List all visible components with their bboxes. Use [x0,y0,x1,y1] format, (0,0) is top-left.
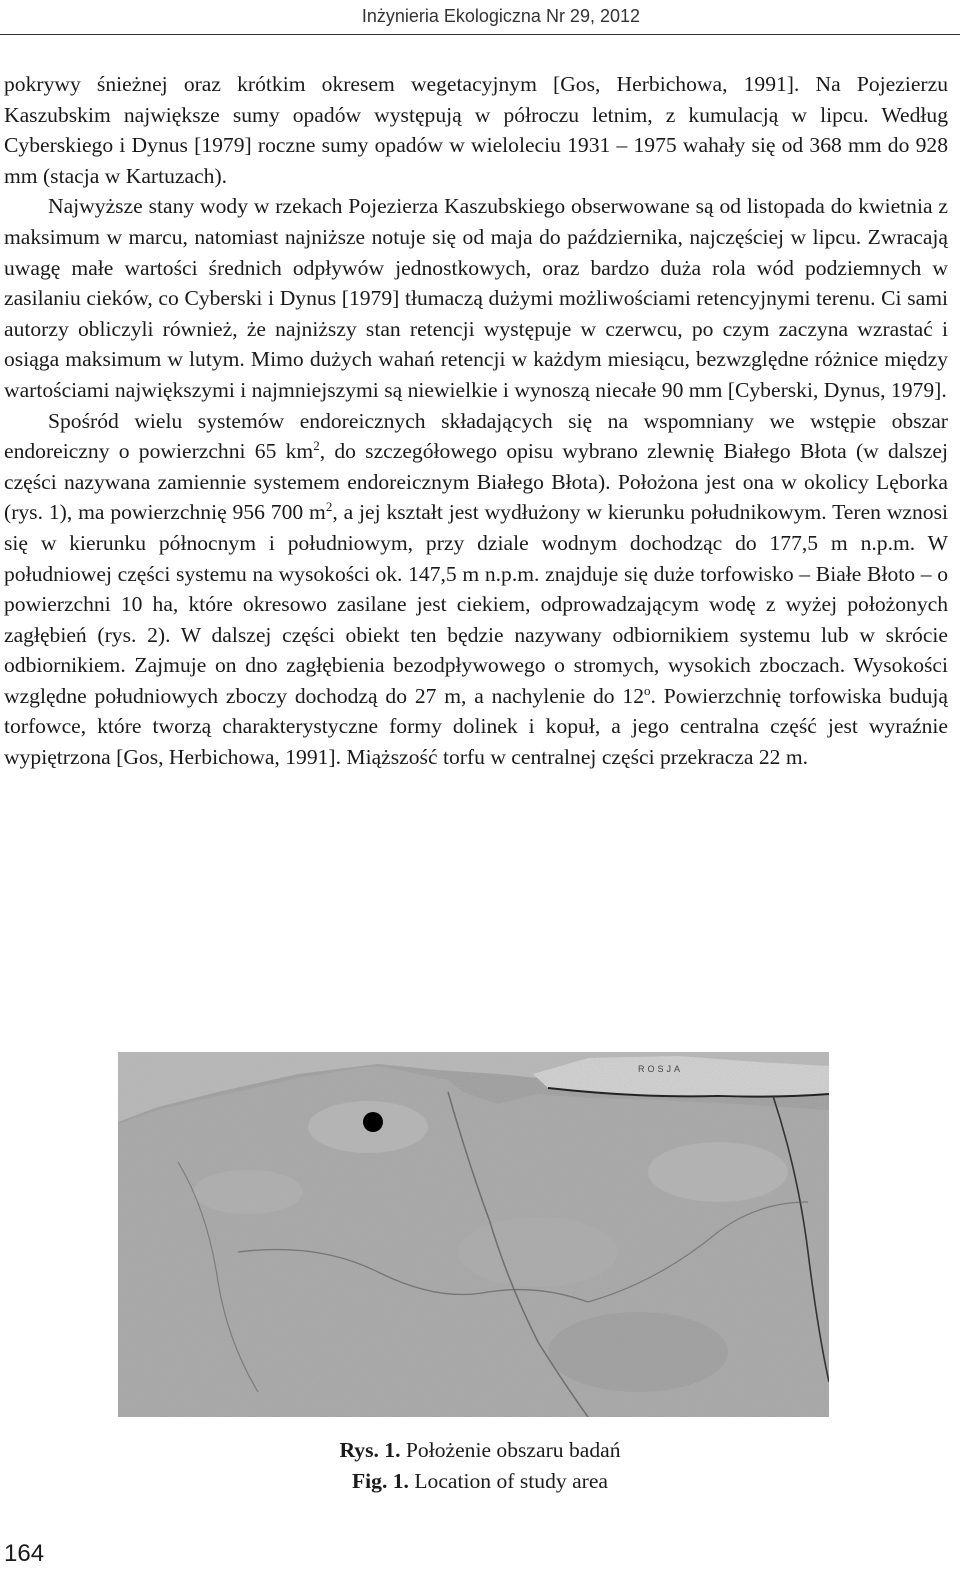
map-label-russia: ROSJA [638,1064,684,1074]
header-rule [0,34,960,35]
paragraph-1: pokrywy śnieżnej oraz krótkim okresem wegetacyjnym [Gos, Herbichowa, 1991]. Na Pojezierzu Kaszubskim największe sumy opadów występują w półroczu letnim, z kumulacją w lipcu. Według Cyberskiego i Dynus [1979] roczne sumy opadów w wieloleciu 1931 – 1975 wahały się od 368 mm do 928 mm (stacja w Kartuzach). [4,72,948,188]
upland-patch [648,1142,788,1202]
paragraph-3-part-c: , a jej kształt jest wydłużony w kierunku południkowym. Teren wznosi się w kierunku północnym i południowym, przy dziale wodnym dochodząc do 177,5 m n.p.m. W południowej części systemu na wysokości ok. 147,5 m n.p.m. znajduje się duże torfowisko – Białe Błoto – o powierzchni 10 ha, które okresowo zasilane jest ciekiem, odprowadzającym wodę z wyżej położonych zagłębień (rys. 2). W dalszej części obiekt ten będzie nazywany odbiornikiem systemu lub w skrócie odbiornikiem. Zajmuje on dno zagłębienia bezodpływowego o stromych, wysokich zboczach. Wysokości względne południowych zboczy dochodzą do 27 m, a nachylenie do 12 [4,500,948,708]
upland-patch [458,1217,618,1287]
figure-caption [0,1435,960,1497]
paragraph-3-part-a: Spośród wielu systemów endoreicznych składających się na wspomniany we wstępie obszar endoreiczny o powierzchni 65 km [4,408,948,464]
running-header: Inżynieria Ekologiczna Nr 29, 2012 [361,6,640,26]
paragraph-3 [4,406,948,773]
page-number: 164 [4,1540,45,1567]
superscript-km2: 2 [313,437,320,453]
paragraph-2: Najwyższe stany wody w rzekach Pojezierza Kaszubskiego obserwowane są od listopada do kwietnia z maksimum w marcu, natomiast najniższe notuje się od maja do października, najczęściej w lipcu. Zwracają uwagę małe wartości średnich odpływów jednostkowych, oraz bardzo duża rola wód podziemnych w zasilaniu cieków, co Cyberski i Dynus [1979] tłumaczą dużymi możliwościami retencyjnymi terenu. Ci sami autorzy obliczyli również, że najniższy stan retencji występuje w czerwcu, po czym zaczyna wzrastać i osiąga maksimum w lutym. Mimo dużych wahań retencji w każdym miesiącu, bezwzględne różnice między wartościami największymi i najmniejszymi są niewielkie i wynoszą niecałe 90 mm [Cyberski, Dynus, 1979]. [4,194,948,402]
study-area-marker [363,1112,383,1132]
upland-patch [548,1312,728,1392]
article-body [4,69,948,773]
paragraph-3-part-d: . Powierzchnię torfowiska budują torfowce, które tworzą charakterystyczne formy dolinek i kopuł, a jego centralna część jest wyraźnie wypiętrzona [Gos, Herbichowa, 1991]. Miąższość torfu w centralnej części przekracza 22 m. [4,683,948,770]
location-map-figure [118,1052,829,1417]
upland-patch [193,1170,303,1214]
caption-pl-text: Położenie obszaru badań [400,1438,621,1462]
caption-en-text: Location of study area [408,1469,609,1493]
caption-en-label: Fig. 1. [351,1469,409,1493]
caption-polish [0,1435,960,1466]
location-map [118,1052,829,1417]
superscript-m2: 2 [325,499,333,515]
superscript-degree: o [644,682,651,698]
paragraph-3-part-b: , do szczegółowego opisu wybrano zlewnię Białego Błota (w dalszej części nazywana zamiennie systemem endoreicznym Białego Błota). Położona jest ona w okolicy Lęborka (rys. 1), ma powierzchnię 956 700 m [4,439,948,525]
caption-pl-label: Rys. 1. [339,1438,401,1462]
caption-english [0,1466,960,1497]
